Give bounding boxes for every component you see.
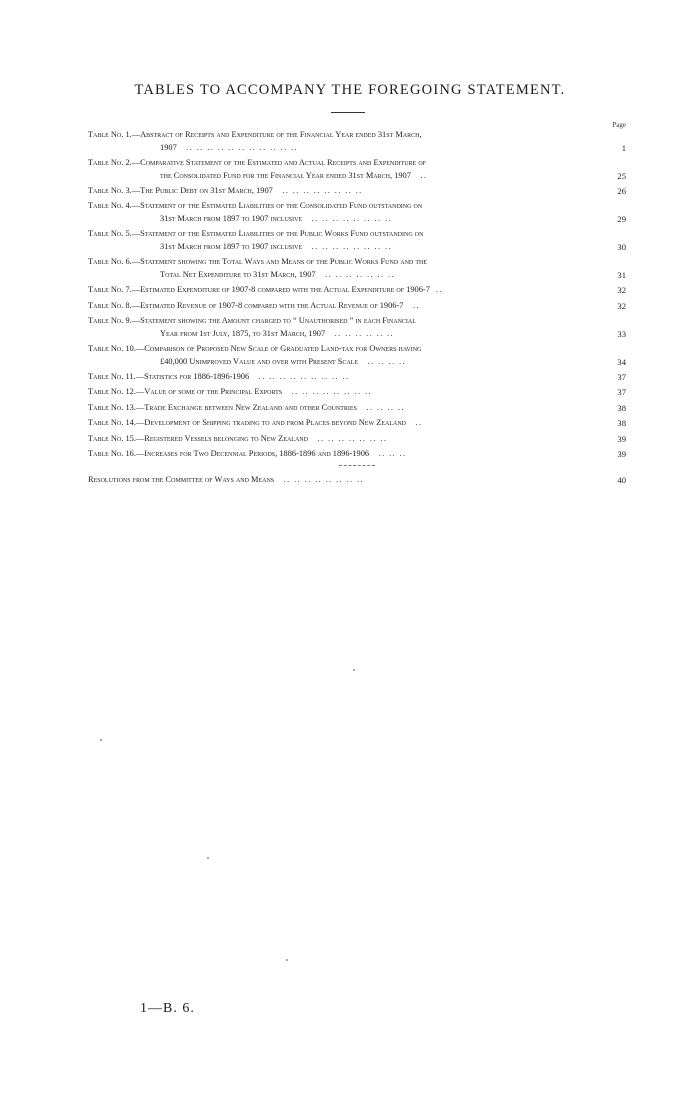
table-label: Table No. 16. [88, 449, 136, 459]
toc-entry-table-7 [88, 284, 626, 297]
table-description: —Value of some of the Principal Exports [135, 387, 283, 397]
table-label: Table No. 8. [88, 300, 132, 310]
leader-dots: .. .. .. .. .. .. .. .. [280, 474, 365, 484]
scan-speck [100, 739, 102, 741]
table-description-cont: 31st March from 1897 to 1907 inclusive [160, 241, 303, 251]
table-description: —Statement showing the Total Ways and Means of the Public Works Fund and the [131, 257, 428, 267]
table-description: —Comparative Statement of the Estimated and Actual Receipts and Expenditure of [131, 157, 426, 167]
page-number: 34 [617, 356, 626, 367]
table-description-cont: £40,000 Unimproved Value and over with Present Scale [160, 356, 359, 366]
table-description-cont: 1907 [160, 142, 177, 152]
table-label: Table No. 2. [88, 157, 132, 167]
table-label: Table No. 15. [88, 433, 136, 443]
leader-dots: .. .. .. .. .. .. .. [321, 269, 395, 279]
toc-entry-table-11 [88, 371, 626, 384]
table-of-contents [88, 129, 626, 489]
page-number: 30 [617, 241, 626, 252]
leader-dots: .. .. .. .. .. .. .. .. .. .. .. [182, 142, 299, 152]
toc-entry-table-6 [88, 256, 626, 281]
table-description: —Statement showing the Amount charged to “ Unauthorised ” in each Financial [131, 316, 416, 326]
table-label: Table No. 9. [88, 316, 132, 326]
toc-entry-table-2 [88, 157, 626, 182]
table-description: —Comparison of Proposed New Scale of Graduated Land-tax for Owners having [135, 344, 422, 354]
page-number: 26 [617, 185, 626, 196]
leader-dots: .. [435, 285, 443, 295]
page-title: TABLES TO ACCOMPANY THE FOREGOING STATEMENT. [134, 82, 566, 98]
page-number: 33 [617, 328, 626, 339]
toc-entry-table-14 [88, 417, 626, 430]
leader-dots: .. .. .. .. .. .. .. .. [288, 387, 372, 397]
table-label: Table No. 5. [88, 229, 132, 239]
table-description: —Estimated Revenue of 1907-8 compared with the Actual Revenue of 1906-7 [131, 300, 404, 310]
table-label: Table No. 4. [88, 201, 132, 211]
page-number: 39 [617, 449, 626, 460]
page-number: 37 [617, 372, 626, 383]
page-number: 29 [617, 213, 626, 224]
table-label: Table No. 10. [88, 344, 136, 354]
title-rule [331, 112, 365, 113]
toc-entry-table-16 [88, 448, 626, 461]
page-number: 32 [617, 285, 626, 296]
page-number: 40 [617, 474, 626, 485]
page-number: 38 [617, 402, 626, 413]
leader-dots: .. .. .. .. .. .. [331, 328, 395, 338]
page-number: 32 [617, 300, 626, 311]
table-label: Table No. 11. [88, 372, 136, 382]
page-column-label: Page [612, 121, 626, 129]
leader-dots: .. .. .. [375, 449, 407, 459]
leader-dots: .. .. .. .. [362, 402, 405, 412]
toc-entry-table-3 [88, 185, 626, 198]
table-description-cont: Year from 1st July, 1875, to 31st March, 1907 [160, 328, 326, 338]
page-number: 1 [621, 142, 626, 153]
toc-entry-table-12 [88, 386, 626, 399]
scan-speck [286, 959, 288, 961]
toc-entry-table-15 [88, 433, 626, 446]
scan-speck [353, 669, 355, 671]
toc-entry-table-9 [88, 315, 626, 340]
scan-speck [207, 857, 209, 859]
page-number: 31 [617, 269, 626, 280]
page-number: 38 [617, 418, 626, 429]
page-number: 39 [617, 433, 626, 444]
table-description: —The Public Debt on 31st March, 1907 [131, 185, 273, 195]
table-description: —Statement of the Estimated Liabilities of the Public Works Fund outstanding on [131, 229, 424, 239]
table-description-cont: Total Net Expenditure to 31st March, 1907 [160, 269, 316, 279]
table-description: —Development of Shipping trading to and from Places beyond New Zealand [135, 418, 406, 428]
table-label: Table No. 13. [88, 402, 136, 412]
table-label: Table No. 3. [88, 185, 132, 195]
table-description: —Estimated Expenditure of 1907-8 compared with the Actual Expenditure of 1906-7 [131, 285, 430, 295]
leader-dots: .. .. .. .. .. .. .. [313, 433, 388, 443]
table-label: Table No. 6. [88, 257, 132, 267]
table-description-cont: 31st March from 1897 to 1907 inclusive [160, 213, 303, 223]
table-description: —Increases for Two Decennial Periods, 1886-1896 and 1896-1906 [135, 449, 370, 459]
toc-entry-table-4 [88, 200, 626, 225]
leader-dots: .. [411, 418, 423, 428]
leader-dots: .. .. .. .. .. .. .. .. [308, 241, 392, 251]
table-description: —Registered Vessels belonging to New Zealand [135, 433, 308, 443]
table-label: Table No. 1. [88, 130, 132, 139]
toc-entry-table-10 [88, 343, 626, 368]
table-label: Table No. 14. [88, 418, 136, 428]
table-label: Table No. 12. [88, 387, 136, 397]
leader-dots: .. .. .. .. .. .. .. .. [308, 213, 392, 223]
toc-entry-table-5 [88, 228, 626, 253]
page-number: 37 [617, 387, 626, 398]
document-reference: 1—B. 6. [140, 1001, 195, 1016]
table-description: —Statement of the Estimated Liabilities of the Consolidated Fund outstanding on [131, 201, 423, 211]
table-label: Table No. 7. [88, 285, 132, 295]
leader-dots: .. .. .. .. [364, 356, 407, 366]
table-description: —Trade Exchange between New Zealand and other Countries [135, 402, 357, 412]
table-description: —Statistics for 1886-1896-1906 [135, 372, 250, 382]
table-description: —Abstract of Receipts and Expenditure of the Financial Year ended 31st March, [131, 130, 422, 139]
leader-dots: .. .. .. .. .. .. .. .. .. [255, 372, 350, 382]
toc-entry-table-8 [88, 300, 626, 313]
page-number: 25 [617, 170, 626, 181]
table-description-cont: the Consolidated Fund for the Financial Year ended 31st March, 1907 [160, 170, 411, 180]
toc-entry-table-13 [88, 402, 626, 415]
section-separator [339, 465, 375, 466]
leader-dots: .. [409, 300, 420, 310]
leader-dots: .. [416, 170, 428, 180]
resolution-text: Resolutions from the Committee of Ways and Means [88, 474, 275, 484]
toc-entry-table-1 [88, 129, 626, 154]
toc-entry-resolutions [88, 474, 626, 487]
leader-dots: .. .. .. .. .. .. .. .. [278, 185, 363, 195]
